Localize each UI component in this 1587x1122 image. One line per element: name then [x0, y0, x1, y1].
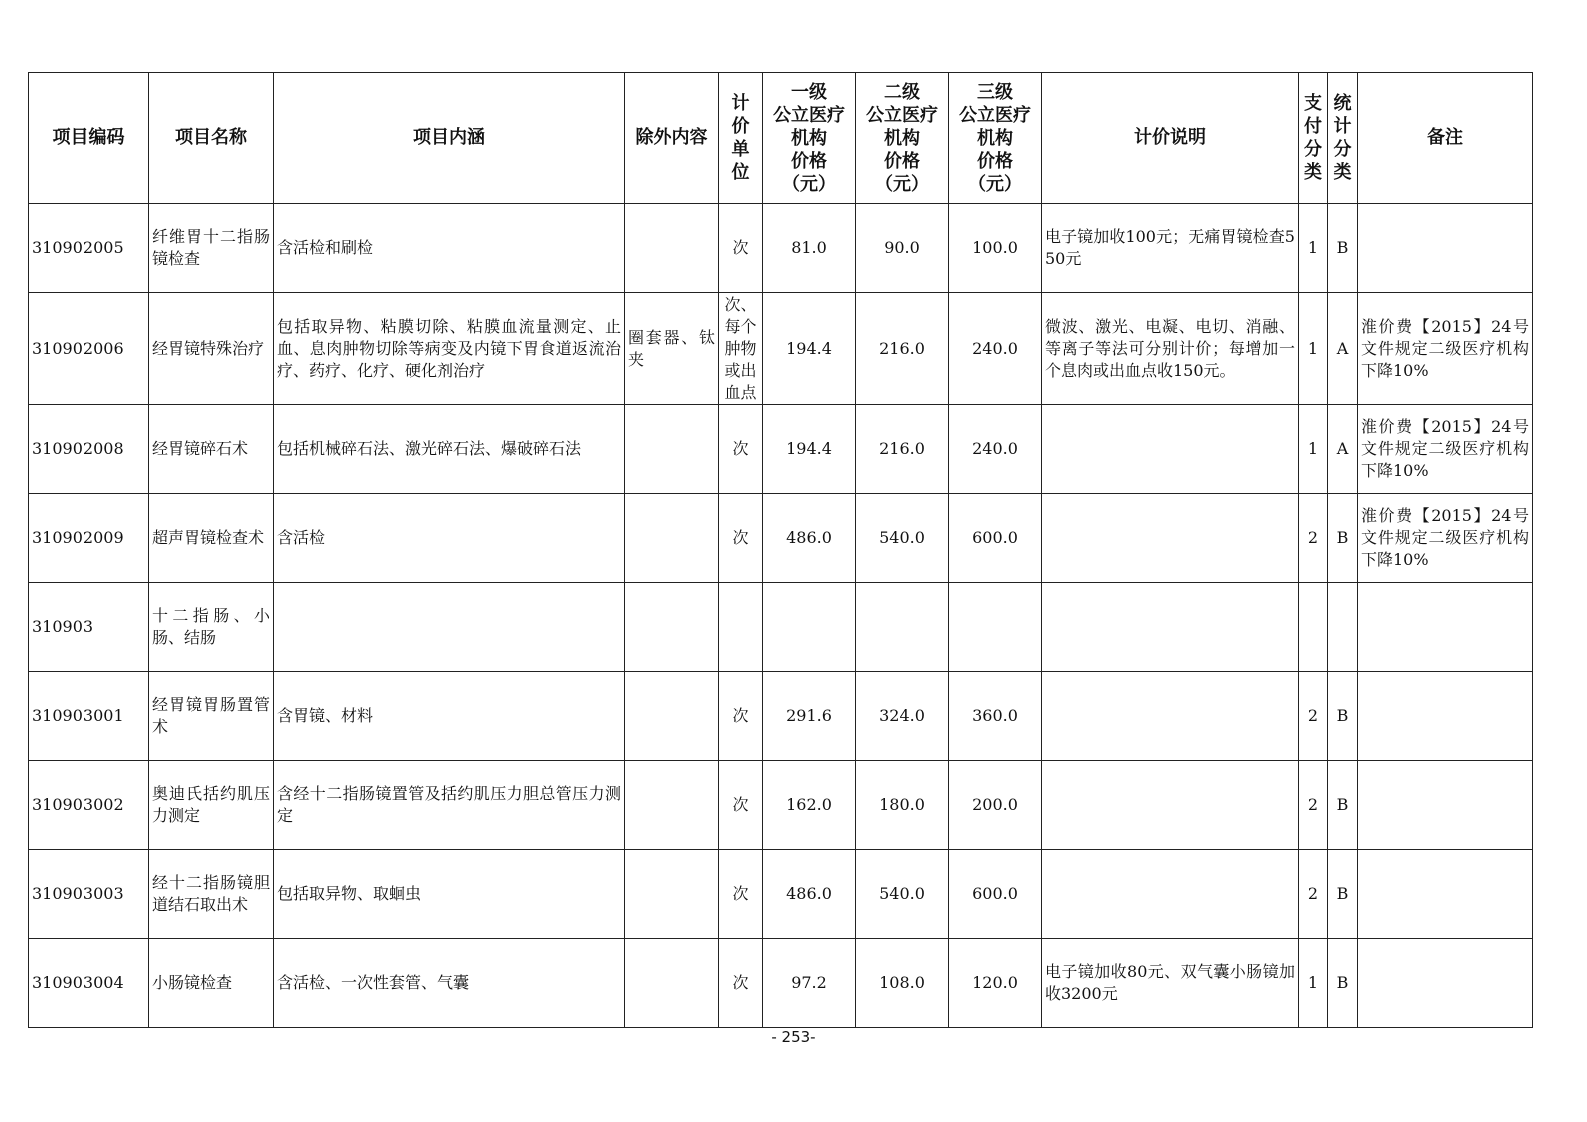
cell-price-level2: 324.0: [856, 672, 949, 761]
cell-unit: 次: [719, 761, 763, 850]
cell-stat-class: A: [1328, 405, 1358, 494]
cell-unit: 次: [719, 939, 763, 1028]
cell-price-level2: 108.0: [856, 939, 949, 1028]
table-row: [29, 850, 1533, 939]
cell-content: 含经十二指肠镜置管及括约肌压力胆总管压力测定: [274, 761, 625, 850]
cell-price-level3: [949, 583, 1042, 672]
header-remark: 备注: [1358, 73, 1533, 204]
cell-unit: 次: [719, 405, 763, 494]
cell-price-level1: 81.0: [763, 204, 856, 293]
cell-pricing-note: [1042, 583, 1299, 672]
cell-excluded: [625, 405, 719, 494]
cell-price-level3: 120.0: [949, 939, 1042, 1028]
cell-content: 包括取异物、取蛔虫: [274, 850, 625, 939]
header-code: 项目编码: [29, 73, 149, 204]
cell-pricing-note: [1042, 405, 1299, 494]
table-row: [29, 672, 1533, 761]
cell-price-level2: 540.0: [856, 850, 949, 939]
cell-code: 310902006: [29, 293, 149, 405]
cell-remark: [1358, 939, 1533, 1028]
cell-content: 含活检和刷检: [274, 204, 625, 293]
price-table: [28, 72, 1533, 1028]
header-excluded: 除外内容: [625, 73, 719, 204]
cell-price-level1: 291.6: [763, 672, 856, 761]
cell-excluded: [625, 204, 719, 293]
page-number: - 253-: [771, 1028, 816, 1046]
cell-price-level2: 540.0: [856, 494, 949, 583]
cell-name: 经胃镜胃肠置管术: [149, 672, 274, 761]
cell-pricing-note: [1042, 761, 1299, 850]
cell-name: 经胃镜特殊治疗: [149, 293, 274, 405]
cell-unit: 次: [719, 204, 763, 293]
cell-content: 含活检、一次性套管、气囊: [274, 939, 625, 1028]
cell-remark: [1358, 850, 1533, 939]
cell-price-level2: 216.0: [856, 405, 949, 494]
cell-price-level3: 240.0: [949, 293, 1042, 405]
cell-content: 含活检: [274, 494, 625, 583]
cell-code: 310903: [29, 583, 149, 672]
cell-price-level2: 90.0: [856, 204, 949, 293]
cell-remark: 淮价费【2015】24号文件规定二级医疗机构下降10%: [1358, 405, 1533, 494]
header-pricing-note: 计价说明: [1042, 73, 1299, 204]
cell-code: 310903001: [29, 672, 149, 761]
cell-unit: [719, 583, 763, 672]
cell-price-level3: 240.0: [949, 405, 1042, 494]
cell-stat-class: A: [1328, 293, 1358, 405]
cell-payment-class: 2: [1299, 761, 1328, 850]
table-row: [29, 293, 1533, 405]
cell-price-level3: 600.0: [949, 850, 1042, 939]
cell-code: 310903003: [29, 850, 149, 939]
cell-stat-class: B: [1328, 494, 1358, 583]
cell-unit: 次: [719, 494, 763, 583]
cell-unit: 次: [719, 850, 763, 939]
cell-price-level1: 97.2: [763, 939, 856, 1028]
cell-pricing-note: [1042, 672, 1299, 761]
cell-payment-class: 1: [1299, 939, 1328, 1028]
cell-price-level3: 100.0: [949, 204, 1042, 293]
cell-excluded: 圈套器、钛夹: [625, 293, 719, 405]
header-unit: 计 价 单 位: [719, 73, 763, 204]
table-row: [29, 761, 1533, 850]
cell-price-level1: 162.0: [763, 761, 856, 850]
cell-content: 包括取异物、粘膜切除、粘膜血流量测定、止血、息肉肿物切除等病变及内镜下胃食道返流治疗、药疗、化疗、硬化剂治疗: [274, 293, 625, 405]
cell-content: 含胃镜、材料: [274, 672, 625, 761]
cell-code: 310902005: [29, 204, 149, 293]
cell-price-level2: 216.0: [856, 293, 949, 405]
cell-price-level2: [856, 583, 949, 672]
cell-excluded: [625, 494, 719, 583]
table-row: [29, 939, 1533, 1028]
cell-unit: 次、每个肿物或出血点: [719, 293, 763, 405]
header-row: [29, 73, 1533, 204]
header-price-level2: 二级 公立医疗 机构 价格 （元）: [856, 73, 949, 204]
cell-name: 经十二指肠镜胆道结石取出术: [149, 850, 274, 939]
cell-price-level3: 600.0: [949, 494, 1042, 583]
cell-name: 纤维胃十二指肠镜检查: [149, 204, 274, 293]
cell-price-level1: 486.0: [763, 850, 856, 939]
cell-price-level2: 180.0: [856, 761, 949, 850]
cell-pricing-note: 电子镜加收100元；无痛胃镜检查550元: [1042, 204, 1299, 293]
header-payment-class: 支 付 分 类: [1299, 73, 1328, 204]
cell-name: 超声胃镜检查术: [149, 494, 274, 583]
cell-pricing-note: [1042, 494, 1299, 583]
cell-excluded: [625, 761, 719, 850]
cell-payment-class: 1: [1299, 204, 1328, 293]
cell-payment-class: 2: [1299, 672, 1328, 761]
cell-pricing-note: 电子镜加收80元、双气囊小肠镜加收3200元: [1042, 939, 1299, 1028]
cell-stat-class: B: [1328, 204, 1358, 293]
cell-content: 包括机械碎石法、激光碎石法、爆破碎石法: [274, 405, 625, 494]
header-price-level1: 一级 公立医疗 机构 价格 （元）: [763, 73, 856, 204]
table-row: [29, 405, 1533, 494]
header-price-level3: 三级 公立医疗 机构 价格 （元）: [949, 73, 1042, 204]
cell-code: 310903004: [29, 939, 149, 1028]
cell-excluded: [625, 672, 719, 761]
cell-name: 奥迪氏括约肌压力测定: [149, 761, 274, 850]
cell-payment-class: 1: [1299, 293, 1328, 405]
cell-price-level1: 486.0: [763, 494, 856, 583]
cell-content: [274, 583, 625, 672]
cell-stat-class: B: [1328, 761, 1358, 850]
cell-price-level1: 194.4: [763, 293, 856, 405]
cell-code: 310903002: [29, 761, 149, 850]
cell-remark: 淮价费【2015】24号文件规定二级医疗机构下降10%: [1358, 494, 1533, 583]
cell-code: 310902009: [29, 494, 149, 583]
header-stat-class: 统 计 分 类: [1328, 73, 1358, 204]
cell-price-level3: 360.0: [949, 672, 1042, 761]
cell-name: 小肠镜检查: [149, 939, 274, 1028]
cell-payment-class: 1: [1299, 405, 1328, 494]
header-name: 项目名称: [149, 73, 274, 204]
cell-excluded: [625, 939, 719, 1028]
cell-remark: [1358, 204, 1533, 293]
cell-pricing-note: [1042, 850, 1299, 939]
cell-price-level1: 194.4: [763, 405, 856, 494]
cell-unit: 次: [719, 672, 763, 761]
table-row: [29, 583, 1533, 672]
cell-excluded: [625, 583, 719, 672]
cell-stat-class: B: [1328, 939, 1358, 1028]
cell-code: 310902008: [29, 405, 149, 494]
cell-stat-class: B: [1328, 850, 1358, 939]
cell-excluded: [625, 850, 719, 939]
cell-stat-class: B: [1328, 672, 1358, 761]
cell-pricing-note: 微波、激光、电凝、电切、消融、等离子等法可分别计价；每增加一个息肉或出血点收150元。: [1042, 293, 1299, 405]
cell-payment-class: 2: [1299, 494, 1328, 583]
table-row: [29, 204, 1533, 293]
cell-remark: 淮价费【2015】24号文件规定二级医疗机构下降10%: [1358, 293, 1533, 405]
cell-name: 十二指肠、小肠、结肠: [149, 583, 274, 672]
cell-name: 经胃镜碎石术: [149, 405, 274, 494]
header-content: 项目内涵: [274, 73, 625, 204]
cell-price-level3: 200.0: [949, 761, 1042, 850]
cell-stat-class: [1328, 583, 1358, 672]
cell-remark: [1358, 583, 1533, 672]
cell-payment-class: 2: [1299, 850, 1328, 939]
cell-remark: [1358, 761, 1533, 850]
cell-price-level1: [763, 583, 856, 672]
table-row: [29, 494, 1533, 583]
cell-payment-class: [1299, 583, 1328, 672]
cell-remark: [1358, 672, 1533, 761]
